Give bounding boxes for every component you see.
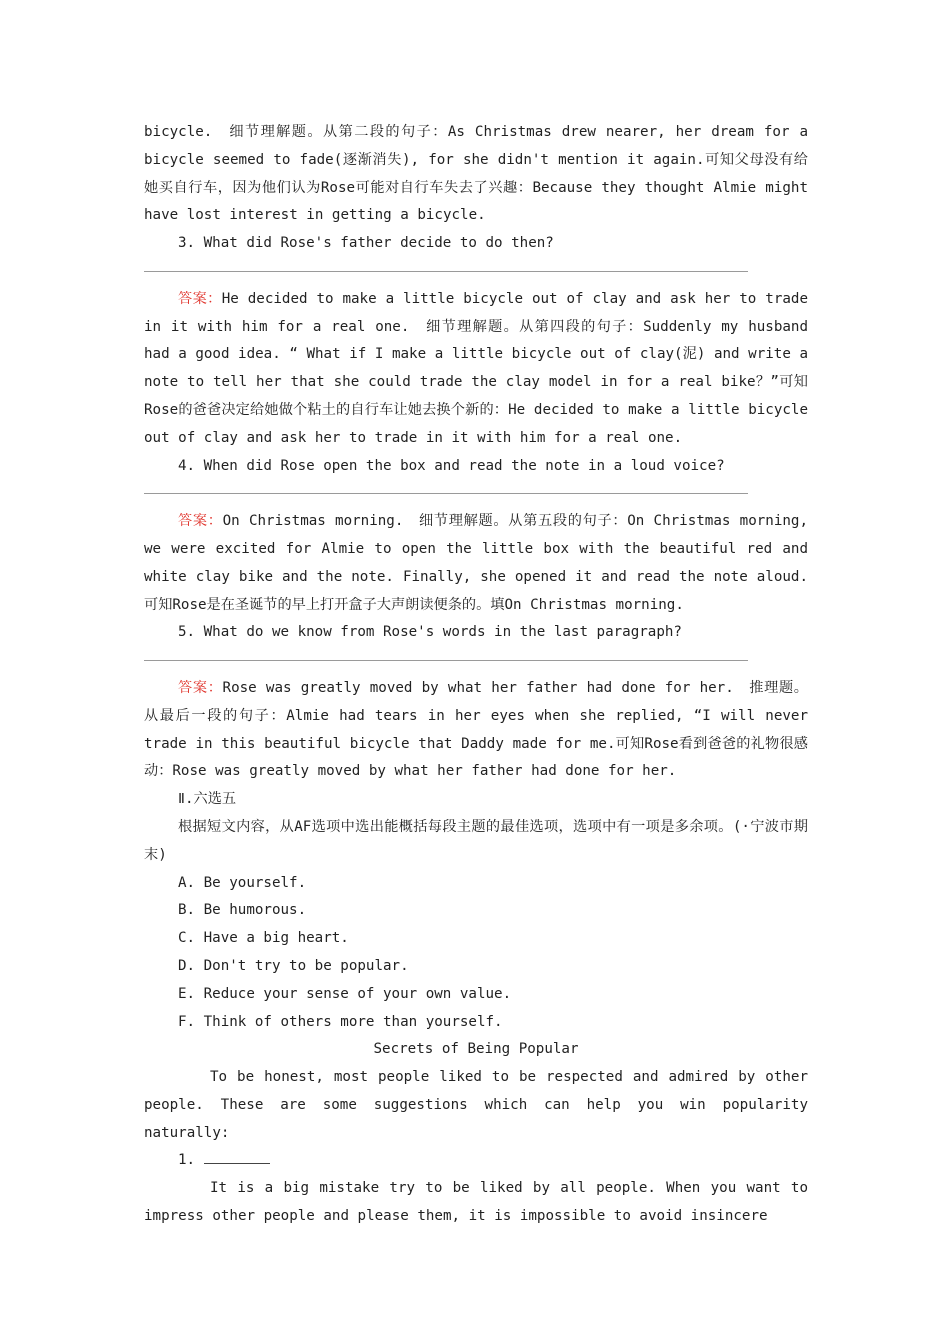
- answer-text: Rose was greatly moved by what her father had done for her. 推理题。从最后一段的句子：Almie had tears in her eyes when she replied, “I will never trade in this beautiful bicycle that Daddy made for me.可知Rose看到爸爸的礼物很感动：Rose was greatly moved by what her father had done for her.: [144, 679, 808, 780]
- option-e: E. Reduce your sense of your own value.: [178, 985, 512, 1002]
- question-3: [144, 230, 808, 258]
- question-number: 4.: [178, 457, 196, 474]
- answer-4: [144, 508, 808, 619]
- passage-item-1-heading: [144, 1147, 808, 1175]
- option-c: C. Have a big heart.: [178, 930, 349, 947]
- answer-3: [144, 286, 808, 453]
- question-text: When did Rose open the box and read the note in a loud voice?: [203, 457, 725, 474]
- answer-5: [144, 675, 808, 786]
- continuation-paragraph: bicycle. 细节理解题。从第二段的句子：As Christmas drew nearer, her dream for a bicycle seemed to fade(逐渐消失), for she didn't mention it again.可知父母没有给她买自行车，因为他们认为Rose可能对自行车失去了兴趣：Because they thought Almie might have lost interest in getting a bicycle.: [144, 124, 808, 224]
- question-text: What did Rose's father decide to do then?: [203, 235, 554, 252]
- answer-line: [144, 480, 808, 508]
- question-text: What do we know from Rose's words in the last paragraph?: [203, 624, 682, 641]
- answer-label: 答案：: [178, 513, 223, 530]
- question-number: 5.: [178, 624, 196, 641]
- question-number: 3.: [178, 235, 196, 252]
- document-page: [144, 119, 808, 1231]
- answer-label: 答案：: [178, 679, 223, 696]
- option-d: D. Don't try to be popular.: [178, 957, 409, 974]
- question-4: [144, 453, 808, 481]
- answer-blank[interactable]: [204, 1147, 270, 1164]
- passage-title: Secrets of Being Popular: [373, 1041, 579, 1058]
- answer-text: On Christmas morning. 细节理解题。从第五段的句子：On Christmas morning, we were excited for Almie to open the little box with the beautiful red and white clay bike and the note. Finally, she opened it and read the note aloud.可知Rose是在圣诞节的早上打开盒子大声朗读便条的。填On Christmas morning.: [144, 513, 808, 613]
- answer-line: [144, 258, 808, 286]
- passage-item-1-text: It is a big mistake try to be liked by all people. When you want to impress other people and please them, it is impossible to avoid insincere: [144, 1180, 808, 1225]
- section-instruction: 根据短文内容，从AF选项中选出能概括每段主题的最佳选项，选项中有一项是多余项。(·宁波市期末): [144, 818, 808, 863]
- option-b: B. Be humorous.: [178, 902, 307, 919]
- passage-intro: To be honest, most people liked to be respected and admired by other people. These are some suggestions which can help you win popularity naturally:: [144, 1069, 808, 1141]
- item-number: 1.: [178, 1152, 196, 1169]
- option-a: A. Be yourself.: [178, 874, 307, 891]
- answer-label: 答案：: [178, 290, 222, 307]
- section-heading: Ⅱ.六选五: [178, 791, 237, 808]
- options-list: [144, 870, 808, 1037]
- answer-line: [144, 647, 808, 675]
- option-f: F. Think of others more than yourself.: [178, 1013, 503, 1030]
- answer-text: He decided to make a little bicycle out of clay and ask her to trade in it with him for a real one. 细节理解题。从第四段的句子：Suddenly my husband had a good idea. “ What if I make a little bicycle out of clay(泥) and write a note to tell her that she could trade the clay model in for a real bike？”可知Rose的爸爸决定给她做个粘土的自行车让她去换个新的：He decided to make a little bicycle out of clay and ask her to trade in it with him for a real one.: [144, 290, 808, 446]
- question-5: [144, 619, 808, 647]
